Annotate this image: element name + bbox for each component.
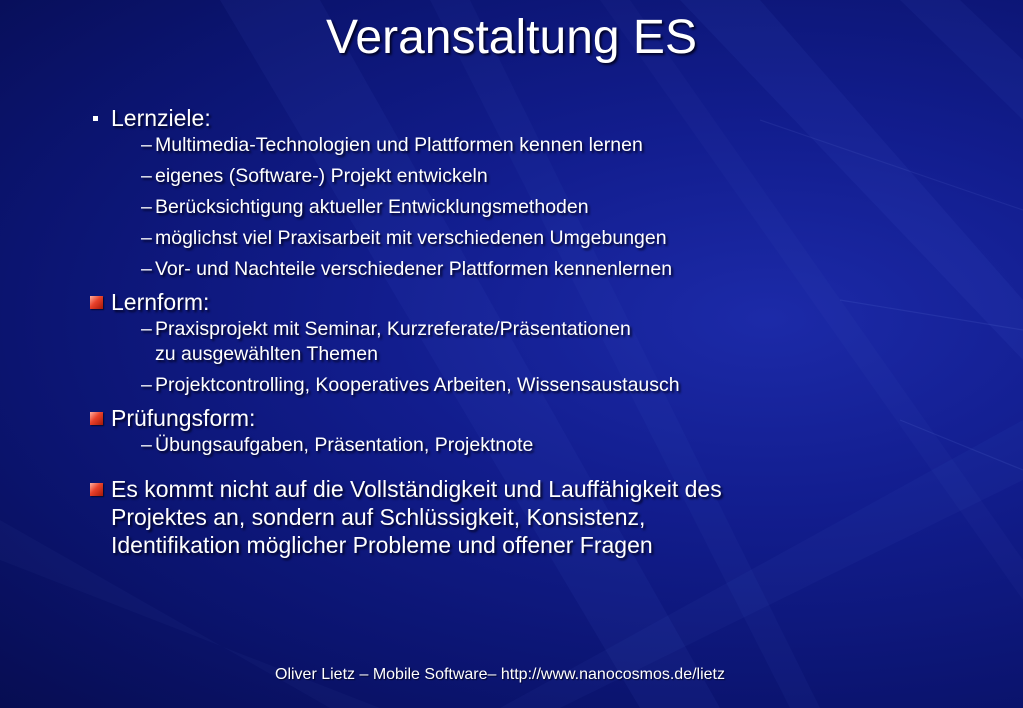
statement-paragraph: Es kommt nicht auf die Vollständigkeit und Lauffähigkeit des Projektes an, sondern auf Schlüssigkeit, Konsistenz, Identifikation möglicher Probleme und offener Fragen	[88, 475, 908, 559]
square-bullet-icon	[93, 116, 98, 121]
section-pruefungsform	[88, 404, 908, 432]
slide-title: Veranstaltung ES	[326, 11, 697, 64]
section-lernform	[88, 288, 908, 316]
list-item: – Multimedia-Technologien und Plattformen kennen lernen	[141, 134, 643, 156]
cube-bullet-icon	[90, 483, 103, 496]
section-label: Prüfungsform:	[111, 405, 256, 431]
slide-content	[88, 104, 908, 559]
list-item: – möglichst viel Praxisarbeit mit verschiedenen Umgebungen	[141, 227, 667, 249]
pruefungsform-list	[88, 433, 908, 458]
list-item: – eigenes (Software-) Projekt entwickeln	[141, 165, 488, 187]
dash-bullet: –	[141, 227, 152, 249]
lernform-list	[88, 317, 908, 398]
cube-bullet-icon	[90, 296, 103, 309]
section-label: Lernform:	[111, 289, 210, 315]
section-lernziele	[88, 104, 908, 132]
dash-bullet: –	[141, 318, 152, 340]
dash-bullet: –	[141, 134, 152, 156]
slide-footer: Oliver Lietz – Mobile Software– http://www.nanocosmos.de/lietz	[275, 666, 725, 683]
cube-bullet-icon	[90, 412, 103, 425]
dash-bullet: –	[141, 165, 152, 187]
dash-bullet: –	[141, 434, 152, 456]
list-item: – Praxisprojekt mit Seminar, Kurzreferate/Präsentationen zu ausgewählten Themen	[141, 318, 631, 365]
list-item: – Berücksichtigung aktueller Entwicklungsmethoden	[141, 196, 589, 218]
list-item: – Projektcontrolling, Kooperatives Arbeiten, Wissensaustausch	[141, 374, 680, 396]
list-item: – Vor- und Nachteile verschiedener Plattformen kennenlernen	[141, 258, 673, 280]
section-label: Lernziele:	[111, 105, 211, 131]
list-item: – Übungsaufgaben, Präsentation, Projektnote	[141, 434, 534, 456]
dash-bullet: –	[141, 196, 152, 218]
dash-bullet: –	[141, 374, 152, 396]
lernziele-list	[88, 133, 908, 282]
dash-bullet: –	[141, 258, 152, 280]
